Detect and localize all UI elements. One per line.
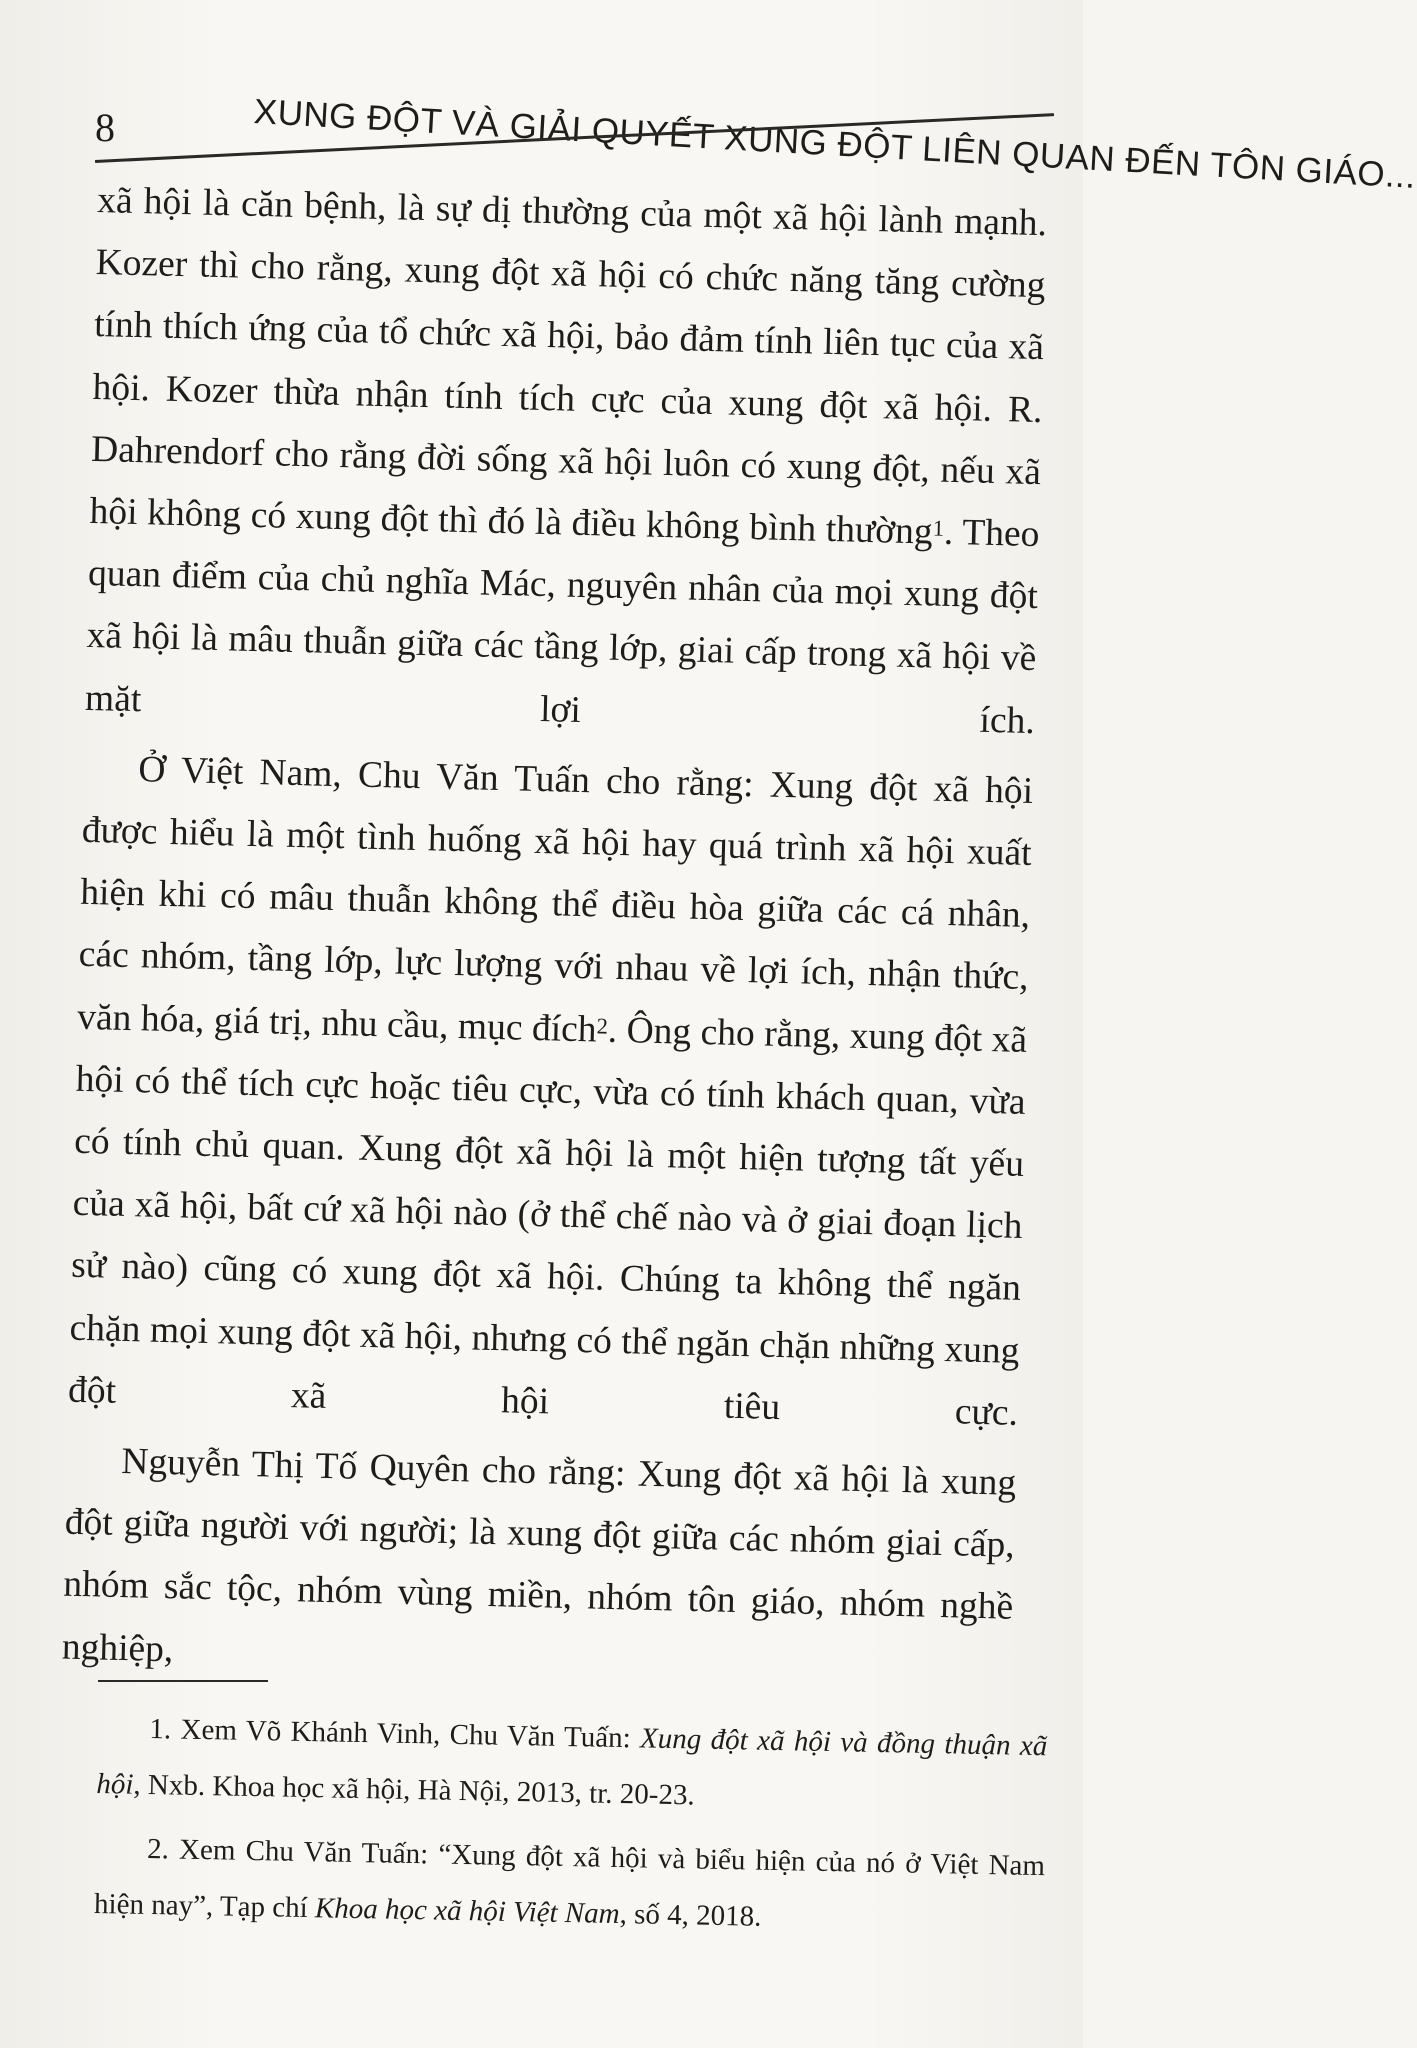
footnote-1 [96,1700,1048,1830]
paragraph-2 [67,738,1033,1445]
footnote-ref-1: 1 [932,515,945,541]
footnote-1-title: Xung đột xã hội và đồng thuận xã hội [96,1722,1048,1801]
footnote-1-lead: 1. Xem Võ Khánh Vinh, Chu Văn Tuấn: [149,1712,641,1755]
footnote-2-lead: 2. Xem Chu Văn Tuấn: “Xung đột xã hội và biểu hiện của nó ở Việt Nam hiện nay”, Tạp chí [93,1832,1046,1925]
footnotes [94,1700,1048,1950]
body-text [61,170,1048,1702]
page-header [95,40,1417,196]
paragraph-3: Nguyễn Thị Tố Quyên cho rằng: Xung đột xã hội là xung đột giữa người với người; là xung đột giữa các nhóm giai cấp, nhóm sắc tộc, nhóm vùng miền, nhóm tôn giáo, nhóm nghề nghiệp, [61,1441,1017,1670]
footnote-1-tail: , Nxb. Khoa học xã hội, Hà Nội, 2013, tr. 20-23. [133,1768,696,1812]
footnote-2-tail: , số 4, 2018. [619,1898,762,1933]
footnote-2 [94,1820,1046,1950]
paragraph-1-text-b: . Theo quan điểm của chủ nghĩa Mác, nguyên nhân của mọi xung đột xã hội là mâu thuẫn giữa các tầng lớp, giai cấp trong xã hội về mặt lợi ích. [84,511,1040,742]
paragraph-1-text-a: xã hội là căn bệnh, là sự dị thường của một xã hội lành mạnh. Kozer thì cho rằng, xung đột xã hội có chức năng tăng cường tính thích ứng của tổ chức xã hội, bảo đảm tính liên tục của xã hội. Kozer thừa nhận tính tích cực của xung đột xã hội. R. Dahrendorf cho rằng đời sống xã hội luôn có xung đột, nếu xã hội không có xung đột thì đó là điều không bình thường [89,179,1048,553]
paragraph-2-text-a: Ở Việt Nam, Chu Văn Tuấn cho rằng: Xung đột xã hội được hiểu là một tình huống xã hội hay quá trình xã hội xuất hiện khi có mâu thuẫn không thể điều hòa giữa các cá nhân, các nhóm, tầng lớp, lực lượng với nhau về lợi ích, nhận thức, văn hóa, giá trị, nhu cầu, mục đích [76,748,1034,1051]
footnote-2-title: Khoa học xã hội Việt Nam [314,1892,620,1931]
page-number: 8 [95,105,115,150]
paragraph-2-text-b: . Ông cho rằng, xung đột xã hội có thể tích cực hoặc tiêu cực, vừa có tính khách quan, vừa có tính chủ quan. Xung đột xã hội là một hiện tượng tất yếu của xã hội, bất cứ xã hội nào (ở thể chế nào và ở giai đoạn lịch sử nào) cũng có xung đột xã hội. Chúng ta không thể ngăn chặn mọi xung đột xã hội, nhưng có thể ngăn chặn những xung đột xã hội tiêu cực. [67,1009,1028,1434]
paragraph-1 [84,170,1047,753]
footnote-rule [98,1680,268,1682]
footnote-ref-2: 2 [596,1013,609,1039]
running-title: XUNG ĐỘT VÀ GIẢI QUYẾT XUNG ĐỘT LIÊN QUAN ĐẾN TÔN GIÁO... [252,92,1417,196]
